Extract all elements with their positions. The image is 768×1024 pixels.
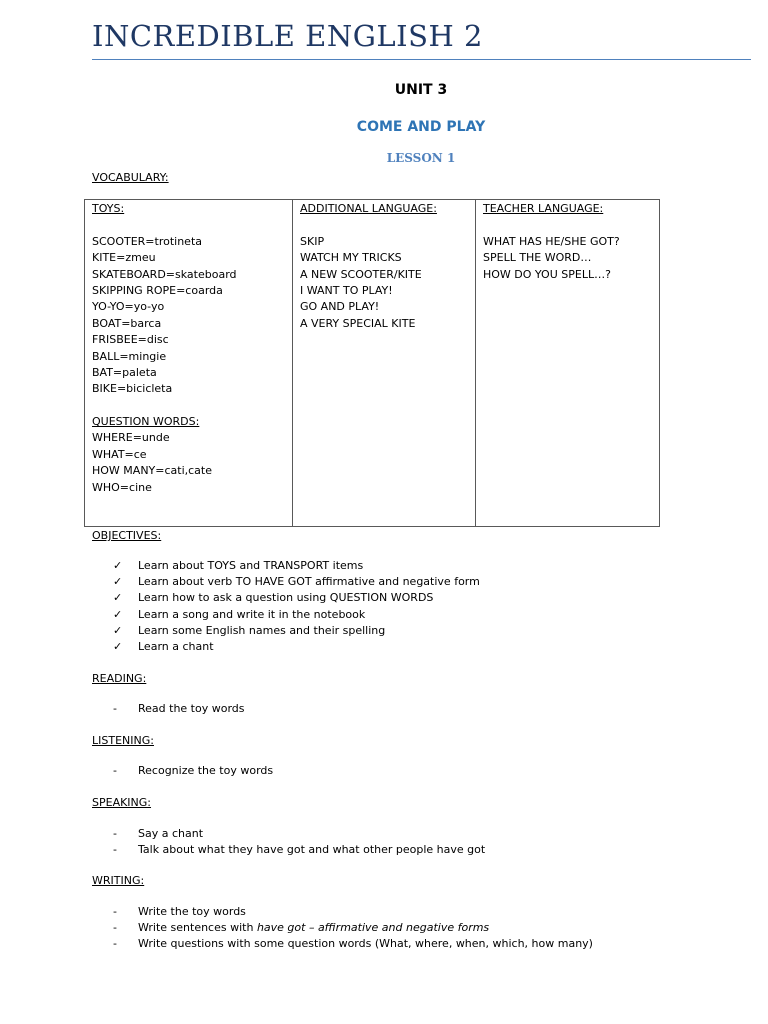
question-word-item: WHO=cine bbox=[92, 480, 152, 494]
reading-item bbox=[0, 701, 768, 717]
objective-text: Learn a song and write it in the notebook bbox=[138, 608, 366, 621]
speaking-item bbox=[0, 842, 768, 858]
additional-language-item: A NEW SCOOTER/KITE bbox=[300, 267, 422, 281]
dash-bullet: - bbox=[113, 827, 117, 840]
toy-item: BALL=mingie bbox=[92, 349, 167, 363]
additional-language-column bbox=[293, 200, 476, 527]
additional-language-item: WATCH MY TRICKS bbox=[300, 251, 402, 265]
objective-item bbox=[0, 590, 768, 606]
listening-text: Recognize the toy words bbox=[138, 764, 274, 777]
toy-item: KITE=zmeu bbox=[92, 251, 156, 265]
toy-item: SCOOTER=trotineta bbox=[92, 234, 202, 248]
additional-language-item: I WANT TO PLAY! bbox=[300, 283, 393, 297]
toys-header: TOYS: bbox=[92, 202, 125, 215]
dash-bullet: - bbox=[113, 905, 117, 918]
additional-language-item: SKIP bbox=[300, 234, 325, 248]
dash-bullet: - bbox=[113, 921, 117, 934]
writing-item bbox=[0, 936, 768, 952]
speaking-text: Say a chant bbox=[138, 827, 204, 840]
objective-text: Learn about verb TO HAVE GOT affirmative and negative form bbox=[138, 575, 480, 588]
additional-language-item: A VERY SPECIAL KITE bbox=[300, 316, 416, 330]
objective-item bbox=[0, 623, 768, 639]
speaking-heading: SPEAKING: bbox=[92, 796, 152, 809]
toy-item: BOAT=barca bbox=[92, 316, 162, 330]
speaking-item bbox=[0, 826, 768, 842]
writing-item bbox=[0, 904, 768, 920]
objective-text: Learn a chant bbox=[138, 640, 214, 653]
check-icon: ✓ bbox=[113, 624, 123, 637]
page-title: INCREDIBLE ENGLISH 2 bbox=[92, 19, 483, 53]
dash-bullet: - bbox=[113, 937, 117, 950]
writing-heading: WRITING: bbox=[92, 874, 145, 887]
reading-text: Read the toy words bbox=[138, 702, 245, 715]
objective-item bbox=[0, 639, 768, 655]
toy-item: FRISBEE=disc bbox=[92, 333, 169, 347]
writing-text: Write questions with some question words (What, where, when, which, how many) bbox=[138, 937, 593, 950]
additional-language-header: ADDITIONAL LANGUAGE: bbox=[300, 202, 437, 215]
question-words-header: QUESTION WORDS: bbox=[92, 415, 200, 429]
check-icon: ✓ bbox=[113, 559, 123, 572]
toy-item: YO-YO=yo-yo bbox=[92, 300, 165, 314]
objective-item bbox=[0, 574, 768, 590]
dash-bullet: - bbox=[113, 702, 117, 715]
objective-text: Learn how to ask a question using QUESTION WORDS bbox=[138, 591, 434, 604]
vocabulary-heading: VOCABULARY: bbox=[92, 171, 169, 184]
dash-bullet: - bbox=[113, 764, 117, 777]
teacher-language-item: SPELL THE WORD… bbox=[483, 251, 592, 265]
toy-item: SKIPPING ROPE=coarda bbox=[92, 283, 223, 297]
teacher-language-item: HOW DO YOU SPELL…? bbox=[483, 267, 611, 281]
objectives-heading: OBJECTIVES: bbox=[92, 529, 162, 542]
toy-item: BAT=paleta bbox=[92, 365, 157, 379]
check-icon: ✓ bbox=[113, 608, 123, 621]
teacher-language-item: WHAT HAS HE/SHE GOT? bbox=[483, 234, 620, 248]
check-icon: ✓ bbox=[113, 575, 123, 588]
writing-text: Write the toy words bbox=[138, 905, 246, 918]
reading-heading: READING: bbox=[92, 672, 147, 685]
listening-heading: LISTENING: bbox=[92, 734, 154, 747]
teacher-language-column bbox=[476, 200, 660, 527]
objective-text: Learn some English names and their spelling bbox=[138, 624, 386, 637]
dash-bullet: - bbox=[113, 843, 117, 856]
objective-text: Learn about TOYS and TRANSPORT items bbox=[138, 559, 364, 572]
writing-text: Write sentences with have got – affirmative and negative forms bbox=[138, 921, 490, 934]
objective-item bbox=[0, 558, 768, 574]
lesson-title: LESSON 1 bbox=[386, 151, 456, 165]
speaking-text: Talk about what they have got and what other people have got bbox=[138, 843, 486, 856]
additional-language-item: GO AND PLAY! bbox=[300, 300, 380, 314]
teacher-language-header: TEACHER LANGUAGE: bbox=[483, 202, 604, 215]
vocabulary-table bbox=[84, 199, 660, 527]
toy-item: BIKE=bicicleta bbox=[92, 382, 173, 396]
objective-item bbox=[0, 607, 768, 623]
writing-item bbox=[0, 920, 768, 936]
question-word-item: WHERE=unde bbox=[92, 431, 170, 445]
question-word-item: WHAT=ce bbox=[92, 447, 147, 461]
listening-item bbox=[0, 763, 768, 779]
italic-phrase: have got – affirmative and negative forms bbox=[256, 921, 490, 934]
check-icon: ✓ bbox=[113, 591, 123, 604]
toys-column bbox=[85, 200, 293, 527]
title-rule bbox=[92, 59, 751, 60]
check-icon: ✓ bbox=[113, 640, 123, 653]
unit-title: UNIT 3 bbox=[394, 82, 448, 98]
unit-subtitle: COME AND PLAY bbox=[356, 119, 486, 135]
toy-item: SKATEBOARD=skateboard bbox=[92, 267, 237, 281]
question-word-item: HOW MANY=cati,cate bbox=[92, 464, 213, 478]
